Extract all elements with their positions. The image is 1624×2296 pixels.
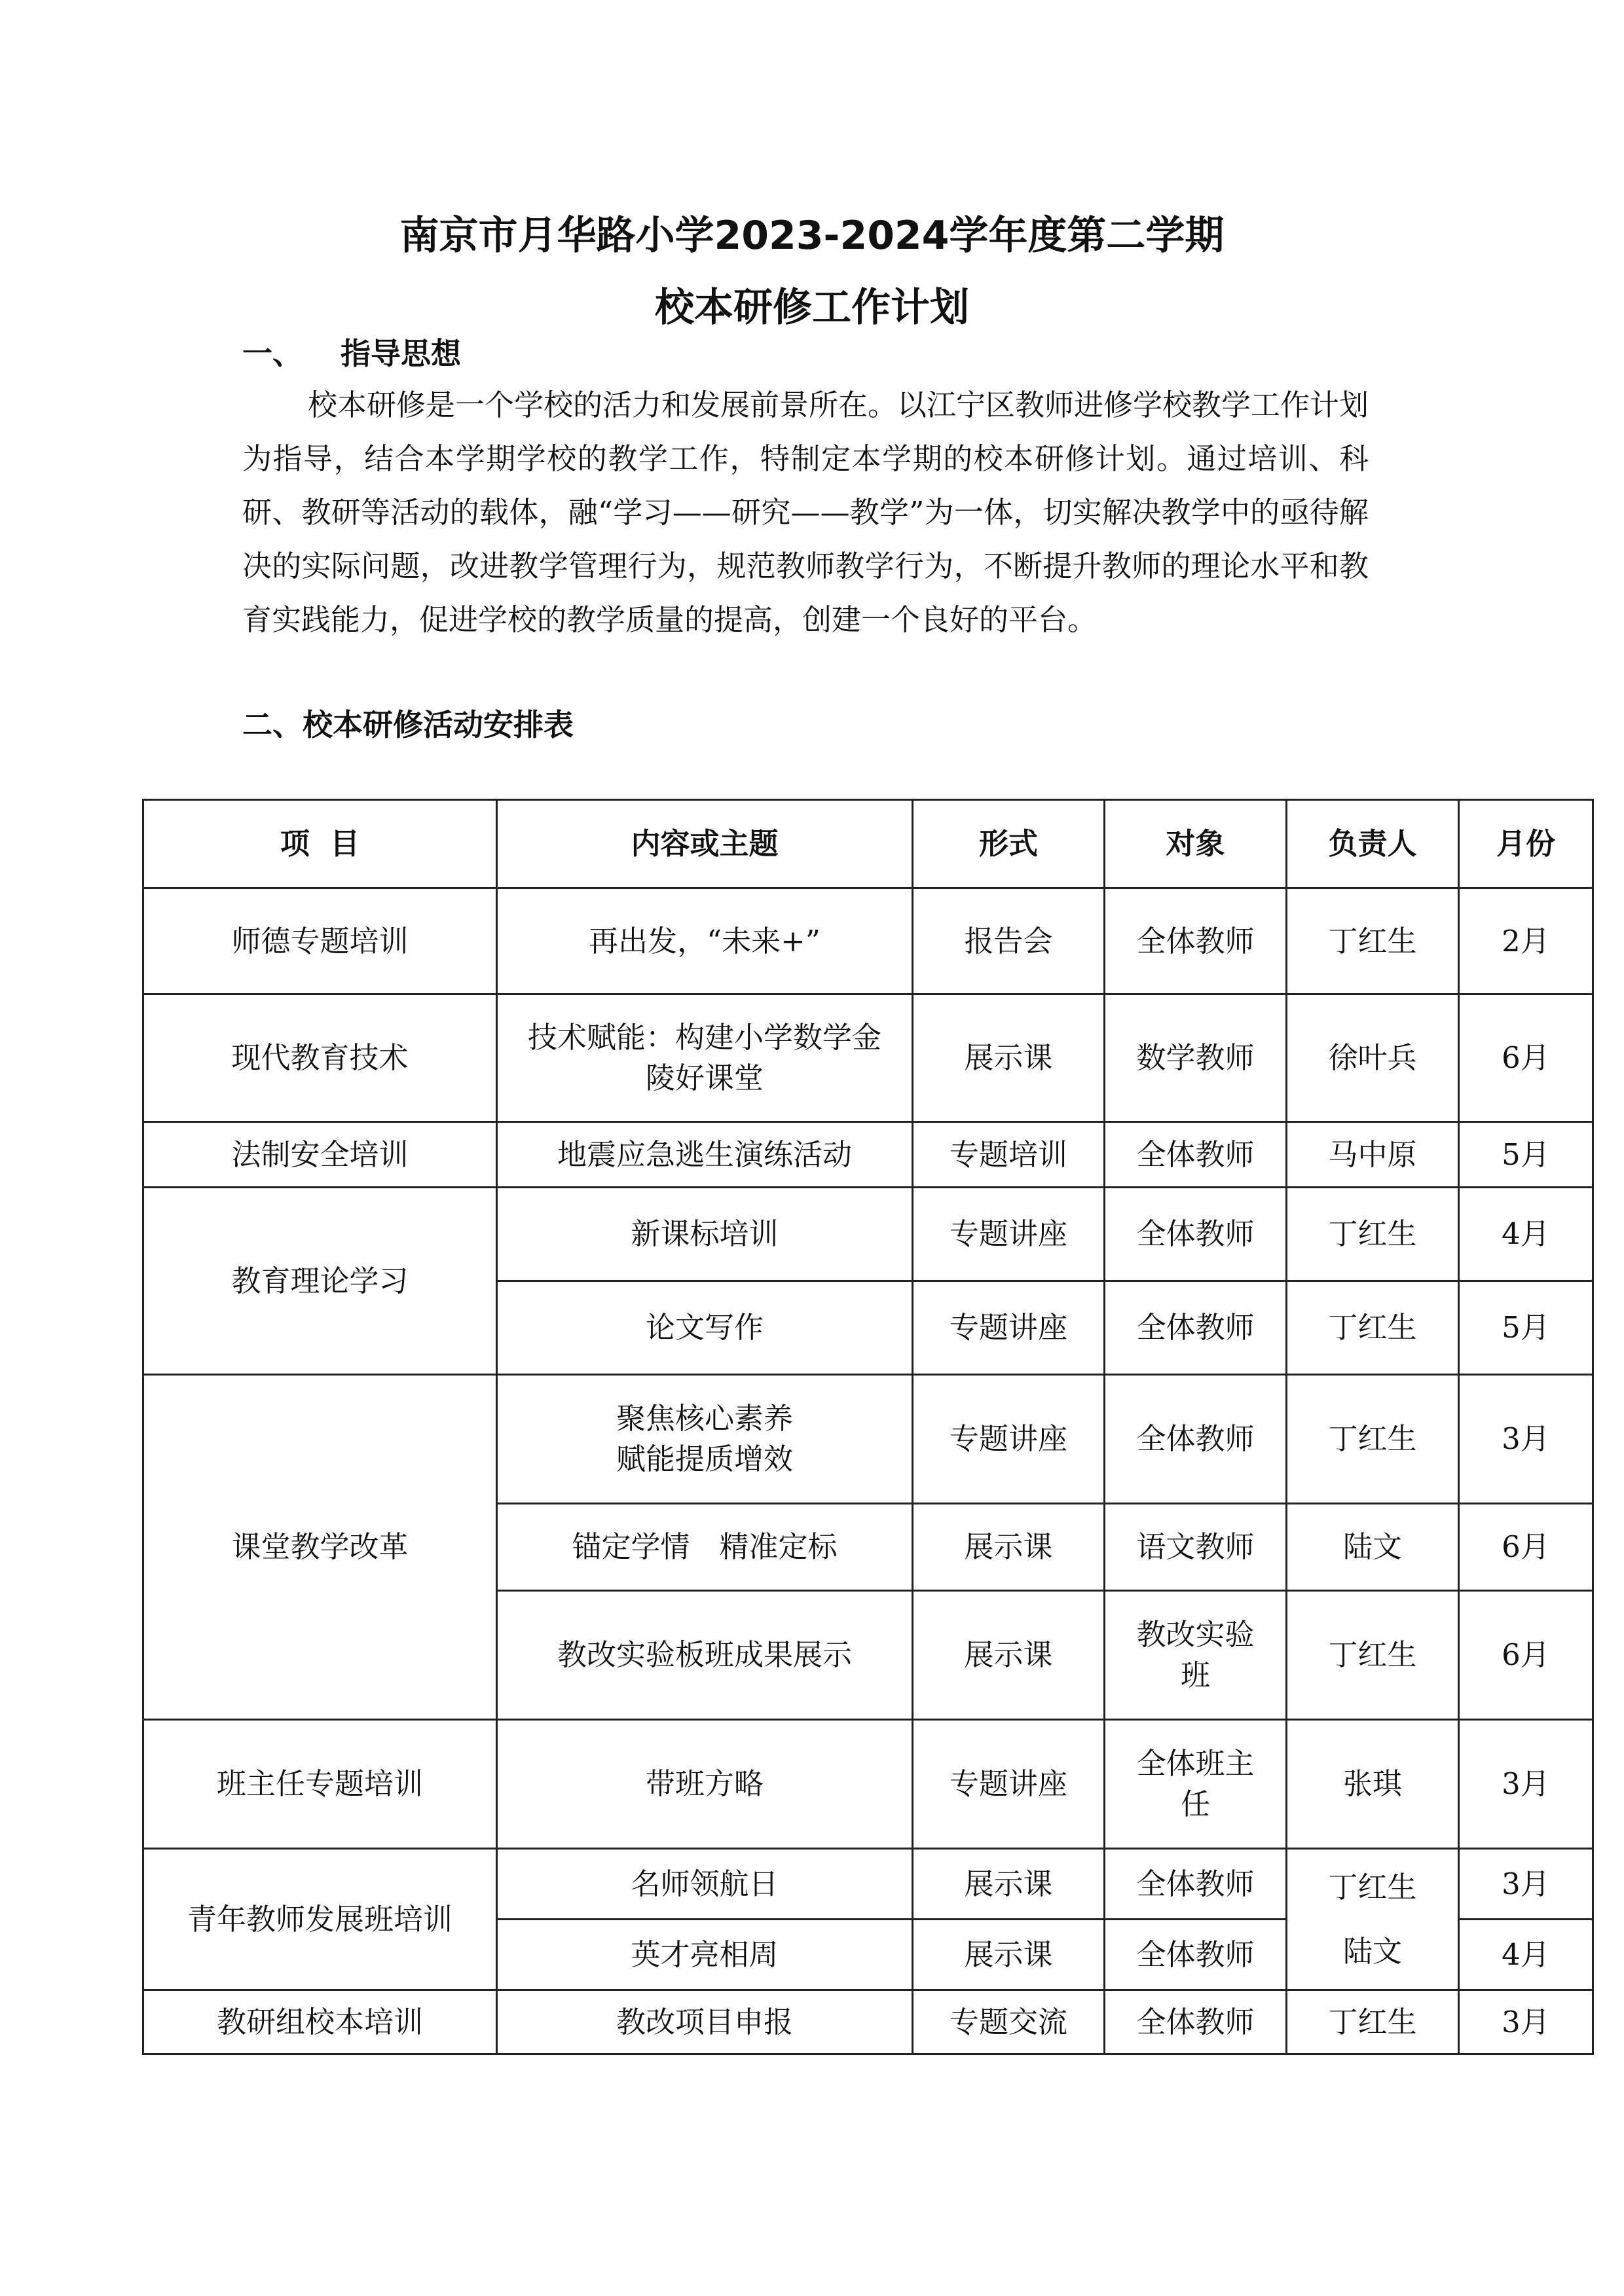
cell-content	[497, 1375, 913, 1504]
table-row	[143, 994, 1593, 1122]
cell-target: 全体教师	[1105, 1188, 1287, 1281]
cell-owner: 丁红生	[1287, 1281, 1459, 1375]
document-title-line1: 南京市月华路小学2023-2024学年度第二学期	[399, 213, 1225, 259]
cell-form: 专题讲座	[913, 1720, 1105, 1849]
cell-target: 全体教师	[1105, 1375, 1287, 1504]
cell-content: 地震应急逃生演练活动	[497, 1122, 913, 1188]
cell-month: 2月	[1459, 888, 1593, 994]
cell-content: 带班方略	[497, 1720, 913, 1849]
cell-owner: 丁红生	[1287, 1990, 1459, 2054]
cell-item: 青年教师发展班培训	[143, 1849, 497, 1990]
cell-month: 5月	[1459, 1122, 1593, 1188]
cell-target: 全体教师	[1105, 1122, 1287, 1188]
cell-target: 语文教师	[1105, 1504, 1287, 1591]
cell-content: 教改实验板班成果展示	[497, 1591, 913, 1720]
header-form: 形式	[913, 800, 1105, 888]
cell-target-line2: 班	[1180, 1658, 1210, 1692]
header-target: 对象	[1105, 800, 1287, 888]
cell-owner: 马中原	[1287, 1122, 1459, 1188]
cell-item: 教研组校本培训	[143, 1990, 497, 2054]
cell-content-line2: 赋能提质增效	[616, 1442, 793, 1476]
section1-title: 指导思想	[341, 336, 461, 371]
cell-owner: 张琪	[1287, 1720, 1459, 1849]
cell-form: 专题交流	[913, 1990, 1105, 2054]
cell-month: 3月	[1459, 1849, 1593, 1920]
cell-item: 班主任专题培训	[143, 1720, 497, 1849]
cell-target: 全体教师	[1105, 1990, 1287, 2054]
section1-body: 校本研修是一个学校的活力和发展前景所在。以江宁区教师进修学校教学工作计划为指导，结合本学期学校的教学工作，特制定本学期的校本研修计划。通过培训、科研、教研等活动的载体，融“学习——研究——教学”为一体，切实解决教学中的亟待解决的实际问题，改进教学管理行为，规范教师教学行为，不断提升教师的理论水平和教育实践能力，促进学校的教学质量的提高，创建一个良好的平台。	[242, 388, 1369, 637]
cell-month: 6月	[1459, 1504, 1593, 1591]
cell-target: 全体教师	[1105, 1849, 1287, 1920]
cell-form: 报告会	[913, 888, 1105, 994]
header-month: 月份	[1459, 800, 1593, 888]
cell-form: 专题讲座	[913, 1375, 1105, 1504]
header-content: 内容或主题	[497, 800, 913, 888]
table-row	[143, 1720, 1593, 1849]
cell-target: 全体教师	[1105, 1920, 1287, 1990]
cell-month: 3月	[1459, 1720, 1593, 1849]
cell-item: 现代教育技术	[143, 994, 497, 1122]
cell-form: 展示课	[913, 1591, 1105, 1720]
cell-month: 4月	[1459, 1920, 1593, 1990]
cell-target-line1: 教改实验	[1136, 1617, 1255, 1652]
cell-month: 5月	[1459, 1281, 1593, 1375]
cell-content: 锚定学情 精准定标	[497, 1504, 913, 1591]
table-header-row	[143, 800, 1593, 888]
cell-target: 全体教师	[1105, 1281, 1287, 1375]
section1-heading	[242, 333, 461, 374]
cell-form: 展示课	[913, 1504, 1105, 1591]
cell-owner-line2: 陆文	[1342, 1933, 1402, 1969]
table-row	[143, 888, 1593, 994]
cell-form: 专题讲座	[913, 1188, 1105, 1281]
cell-form: 展示课	[913, 994, 1105, 1122]
cell-owner: 丁红生	[1287, 1591, 1459, 1720]
cell-month: 6月	[1459, 1591, 1593, 1720]
cell-target: 全体教师	[1105, 888, 1287, 994]
header-owner: 负责人	[1287, 800, 1459, 888]
cell-content: 名师领航日	[497, 1849, 913, 1920]
cell-item: 法制安全培训	[143, 1122, 497, 1188]
table-row	[143, 1375, 1593, 1504]
cell-item: 教育理论学习	[143, 1188, 497, 1375]
cell-form: 展示课	[913, 1849, 1105, 1920]
cell-content: 教改项目申报	[497, 1990, 913, 2054]
cell-target-line2: 任	[1180, 1787, 1210, 1821]
cell-target	[1105, 1720, 1287, 1849]
cell-owner-line1: 丁红生	[1328, 1869, 1417, 1904]
cell-owner: 丁红生	[1287, 1188, 1459, 1281]
cell-content: 论文写作	[497, 1281, 913, 1375]
cell-item: 课堂教学改革	[143, 1375, 497, 1720]
cell-item: 师德专题培训	[143, 888, 497, 994]
cell-content: 再出发，“未来+”	[497, 888, 913, 994]
table-row	[143, 1122, 1593, 1188]
cell-target-line1: 全体班主	[1136, 1746, 1255, 1781]
cell-owner	[1287, 1849, 1459, 1990]
table-row	[143, 1188, 1593, 1281]
cell-content-line2: 陵好课堂	[645, 1061, 764, 1095]
cell-owner: 徐叶兵	[1287, 994, 1459, 1122]
cell-month: 6月	[1459, 994, 1593, 1122]
cell-content-line1: 聚焦核心素养	[616, 1401, 793, 1436]
cell-form: 专题讲座	[913, 1281, 1105, 1375]
cell-content-line1: 技术赋能：构建小学数学金	[527, 1020, 881, 1055]
cell-month: 3月	[1459, 1375, 1593, 1504]
cell-content: 新课标培训	[497, 1188, 913, 1281]
header-item: 项 目	[143, 800, 497, 888]
document-title-line2: 校本研修工作计划	[655, 285, 969, 331]
section2-heading: 二、校本研修活动安排表	[242, 707, 574, 742]
cell-content	[497, 994, 913, 1122]
cell-content: 英才亮相周	[497, 1920, 913, 1990]
cell-owner: 陆文	[1287, 1504, 1459, 1591]
cell-form: 展示课	[913, 1920, 1105, 1990]
cell-target	[1105, 1591, 1287, 1720]
activity-schedule-table	[142, 799, 1594, 2055]
cell-owner: 丁红生	[1287, 888, 1459, 994]
section1-number: 一、	[242, 336, 303, 371]
cell-owner: 丁红生	[1287, 1375, 1459, 1504]
cell-month: 3月	[1459, 1990, 1593, 2054]
table-row	[143, 1849, 1593, 1920]
cell-target: 数学教师	[1105, 994, 1287, 1122]
cell-form: 专题培训	[913, 1122, 1105, 1188]
table-row	[143, 1990, 1593, 2054]
cell-month: 4月	[1459, 1188, 1593, 1281]
